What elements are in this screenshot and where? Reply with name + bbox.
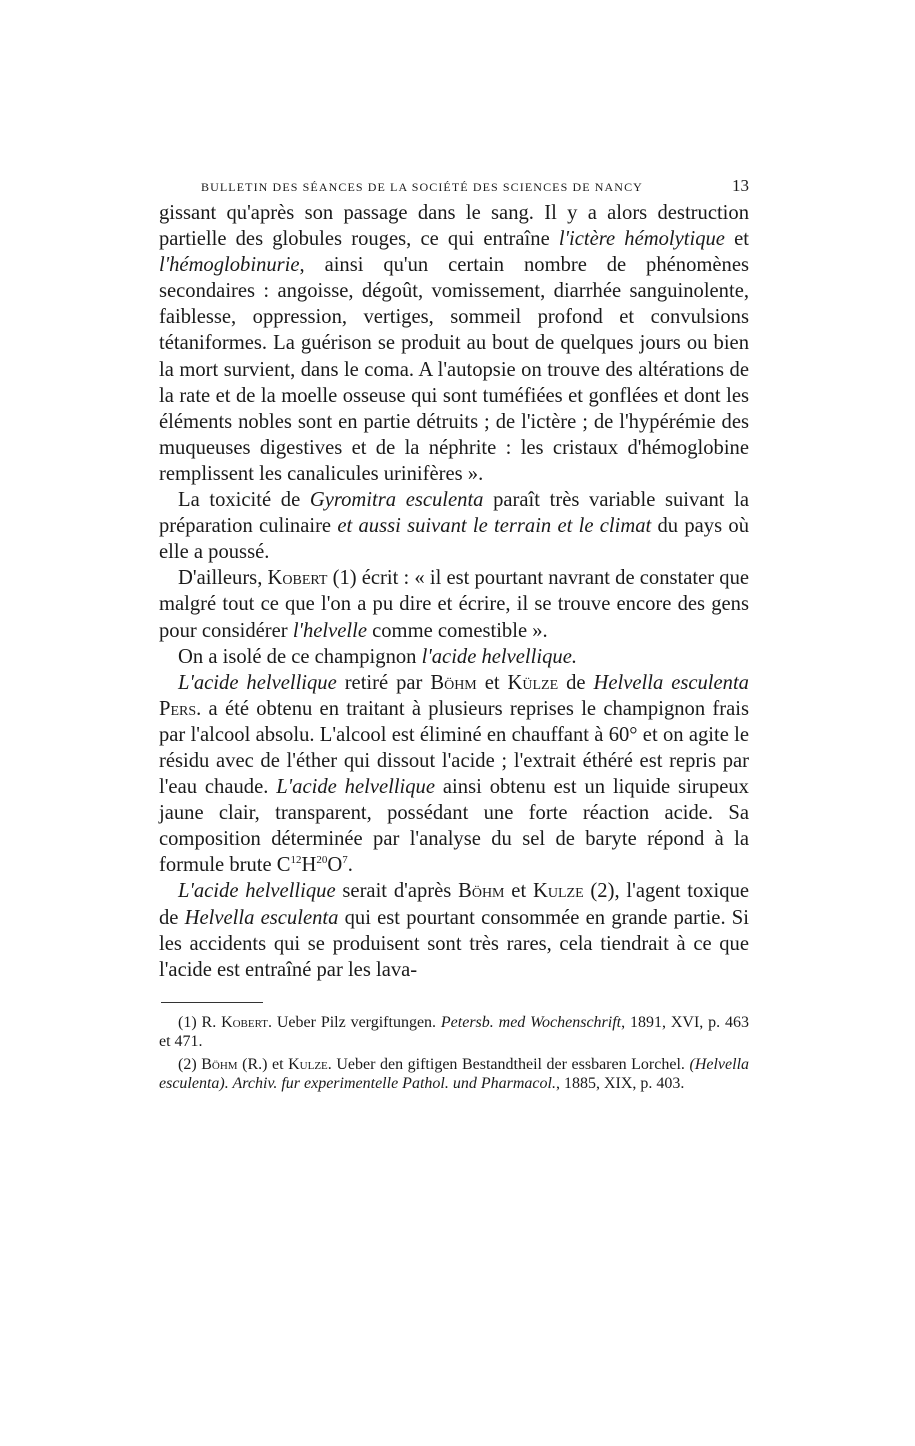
- journal-title: BULLETIN DES SÉANCES DE LA SOCIÉTÉ DES SCIENCES DE NANCY: [201, 180, 643, 194]
- text-run: . Ueber Pilz vergiftungen.: [268, 1013, 441, 1031]
- italic-text: Helvella esculenta: [184, 906, 339, 929]
- text-run: .: [347, 854, 353, 877]
- small-caps-name: Kulze: [532, 880, 584, 903]
- text-run: et: [504, 880, 533, 903]
- paragraph: [159, 878, 749, 982]
- text-run: qui est pourtant consommée en grande partie. Si les accidents qui se produisent sont très rares, cela tiendrait à ce que l'acide est entraîné par les lava-: [159, 906, 749, 981]
- text-run: gissant qu'après son passage dans le sang. Il y a alors destruction partielle des globules rouges, ce qui entraîne: [159, 202, 749, 251]
- body-text: [159, 200, 749, 983]
- page-number: 13: [732, 176, 749, 195]
- paragraph: [159, 200, 749, 487]
- superscript: 7: [342, 854, 348, 867]
- text-run: comme comestible ».: [366, 619, 548, 642]
- text-run: , 1891, XVI, p. 463 et 471.: [159, 1013, 750, 1051]
- text-run: (2): [178, 1055, 202, 1073]
- text-run: On a isolé de ce champignon: [178, 645, 422, 668]
- text-run: (R.) et: [237, 1055, 289, 1073]
- small-caps-name: Böhm: [430, 671, 477, 694]
- text-run: (1) R.: [178, 1013, 222, 1031]
- italic-text: l'ictère hémolytique: [558, 228, 725, 251]
- text-run: , 1885, XIX, p. 403.: [555, 1075, 685, 1093]
- superscript: 20: [316, 854, 328, 867]
- italic-text: l'helvelle: [292, 619, 367, 642]
- text-run: et: [724, 228, 749, 251]
- running-header: [201, 176, 749, 196]
- italic-text: L'acide helvellique: [178, 880, 336, 903]
- italic-text: et aussi suivant le terrain et le climat: [337, 515, 652, 538]
- footnote: [159, 1013, 749, 1052]
- text-run: D'ailleurs,: [178, 567, 268, 590]
- italic-text: Gyromitra esculenta: [309, 489, 484, 512]
- document-page: [159, 176, 749, 1094]
- text-run: de: [558, 671, 594, 694]
- text-run: serait d'après: [335, 880, 459, 903]
- text-run: (2), l'agent toxique de: [159, 880, 750, 929]
- paragraph: [159, 670, 749, 879]
- small-caps-name: Pers.: [159, 697, 202, 720]
- small-caps-name: Böhm: [201, 1055, 238, 1073]
- small-caps-name: Böhm: [458, 880, 505, 903]
- text-run: du pays où elle a poussé.: [159, 515, 749, 564]
- small-caps-name: Külze: [507, 671, 559, 694]
- text-run: La toxicité de: [178, 489, 310, 512]
- text-run: H: [301, 854, 317, 877]
- italic-text: Helvella esculenta: [593, 671, 749, 694]
- italic-text: Petersb. med Wochenschrift: [440, 1013, 622, 1031]
- footnote-divider: [161, 1002, 263, 1003]
- text-run: paraît très variable suivant la préparation culinaire: [159, 489, 749, 538]
- italic-text: l'acide helvellique.: [421, 645, 577, 668]
- small-caps-name: Kulze: [288, 1055, 328, 1073]
- text-run: ainsi obtenu est un liquide sirupeux jaune clair, transparent, possédant une forte réaction acide. Sa composition déterminée par l'analyse du sel de baryte répond à la formule brute C: [159, 776, 749, 877]
- text-run: . Ueber den giftigen Bestandtheil der essbaren Lorchel.: [327, 1055, 690, 1073]
- text-run: O: [327, 854, 343, 877]
- italic-text: (Helvella esculenta). Archiv. fur experimentelle Pathol. und Pharmacol.: [159, 1055, 750, 1093]
- footnotes: [159, 1013, 749, 1094]
- italic-text: L'acide helvellique: [178, 671, 337, 694]
- superscript: 12: [290, 854, 302, 867]
- small-caps-name: Kobert: [267, 567, 328, 590]
- paragraph: [159, 487, 749, 565]
- italic-text: l'hémoglobinurie: [159, 254, 300, 277]
- paragraph: [159, 644, 749, 670]
- small-caps-name: Kobert: [221, 1013, 269, 1031]
- text-run: retiré par: [336, 671, 431, 694]
- paragraph: [159, 565, 749, 643]
- text-run: a été obtenu en traitant à plusieurs reprises le champignon frais par l'alcool absolu. L'alcool est éliminé en chauffant à 60° et on agite le résidu avec de l'éther qui dissout l'acide ; l'extrait éthéré est repris par l'eau chaude.: [159, 697, 749, 799]
- italic-text: L'acide helvellique: [276, 776, 435, 799]
- footnote: [159, 1055, 749, 1094]
- text-run: (1) écrit : « il est pourtant navrant de constater que malgré tout ce que l'on a pu dire et écrire, il se trouve encore des gens pour considérer: [159, 567, 749, 642]
- text-run: et: [476, 671, 508, 694]
- text-run: , ainsi qu'un certain nombre de phénomènes secondaires : angoisse, dégoût, vomissement, diarrhée sanguinolente, faiblesse, oppression, vertiges, sommeil profond et convulsions tétaniformes. La guérison se produit au bout de quelques jours ou bien la mort survient, dans le coma. A l'autopsie on trouve des altérations de la rate et de la moelle osseuse qui sont tuméfiées et gonflées et dont les éléments nobles sont en partie détruits ; de l'ictère ; de l'hypérémie des muqueuses digestives et de la néphrite : les cristaux d'hémoglobine remplissent les canalicules urinifères ».: [159, 254, 749, 485]
